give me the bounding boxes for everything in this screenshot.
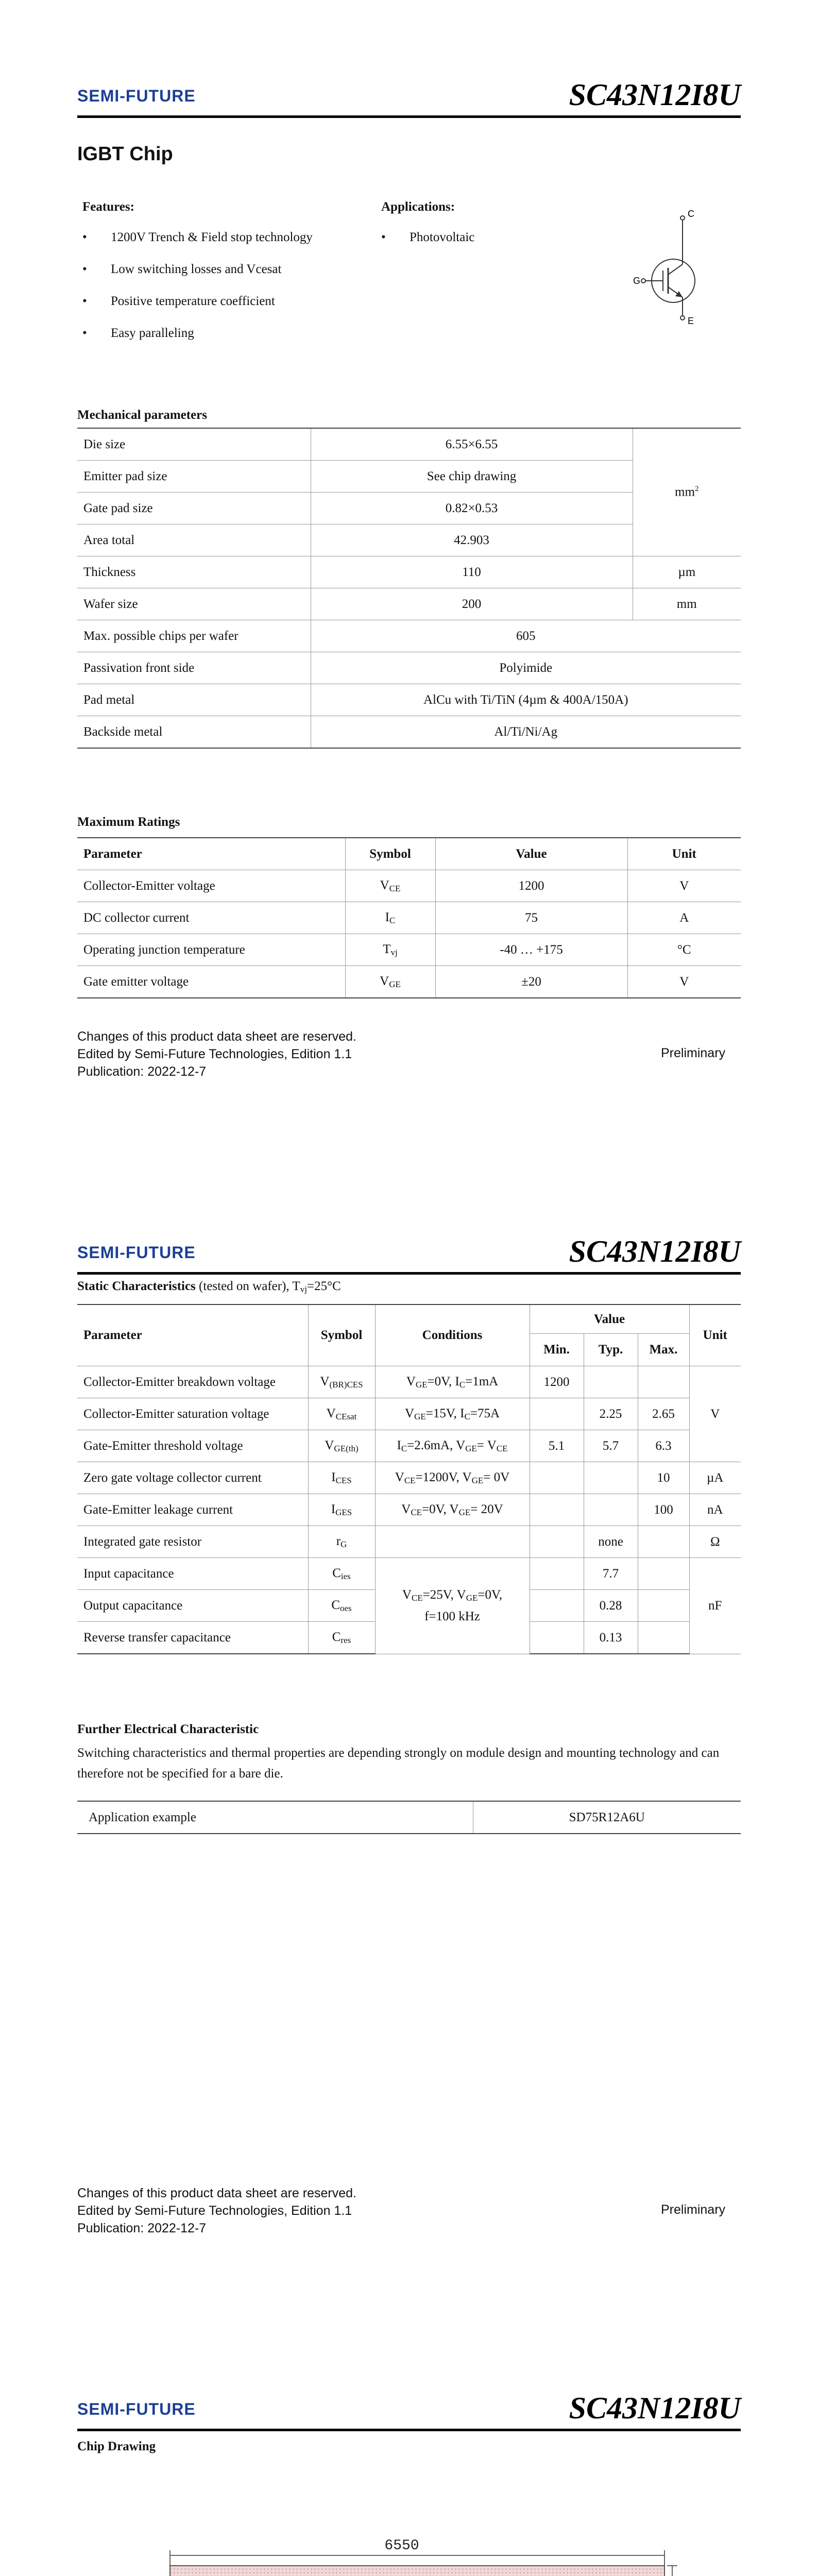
cell: A [627,902,741,934]
table-row [77,1366,741,1398]
cell: Gate pad size [77,493,311,524]
application-item: Photovoltaic [410,230,475,244]
symbol-cell: $I_C$ [345,902,435,934]
cell: 100 [638,1494,689,1526]
table-row [77,934,741,966]
cell: Application example [77,1801,473,1834]
footer-line: Edited by Semi-Future Technologies, Edition 1.1 [77,2204,352,2218]
status-label: Preliminary [661,2202,726,2217]
brand-logo: SEMI-FUTURE [77,2400,196,2418]
symbol-cell: $V_{GE(th)}$ [308,1430,375,1462]
condition-cell: $I_C=2.6mA$, $V_{GE}= V_{CE}$ [375,1430,530,1462]
cell [584,1462,638,1494]
collector-label: C [688,209,694,219]
condition-cell: $V_{CE}=1200V$, $V_{GE}= 0V$ [375,1462,530,1494]
cell: Al/Ti/Ni/Ag [311,716,741,749]
igbt-symbol-icon [631,209,708,327]
cell: 6.55×6.55 [311,428,633,461]
condition-cell: $V_{CE}=0V$, $V_{GE}= 20V$ [375,1494,530,1526]
emitter-label: E [688,316,694,326]
page-2 [0,1157,818,2313]
cell: Collector-Emitter breakdown voltage [77,1366,308,1398]
cell [638,1366,689,1398]
symbol-cell: $r_G$ [308,1526,375,1558]
cell [530,1526,584,1558]
cell: V [627,966,741,998]
cell: Emitter pad size [77,461,311,493]
header-rule [77,1272,741,1275]
cell [638,1590,689,1622]
table-row [77,556,741,588]
table-row [77,428,741,461]
symbol-cell: $T_{vj}$ [345,934,435,966]
cell: 75 [435,902,627,934]
cell: 2.25 [584,1398,638,1430]
cell: Backside metal [77,716,311,749]
cell: 7.7 [584,1558,638,1590]
feature-item: Low switching losses and Vcesat [111,262,282,276]
brand-logo: SEMI-FUTURE [77,87,196,105]
cell: Output capacitance [77,1590,308,1622]
cell: 605 [311,620,741,652]
symbol-cell: $C_{ies}$ [308,1558,375,1590]
cell [530,1590,584,1622]
header-cell: Parameter [77,838,345,870]
bullet-icon: • [82,262,87,276]
symbol-cell: $V_{CE}$ [345,870,435,902]
header-cell: Symbol [345,838,435,870]
status-label: Preliminary [661,1046,726,1060]
table-row [77,1526,741,1558]
cell: ±20 [435,966,627,998]
cell: 2.65 [638,1398,689,1430]
part-number: SC43N12I8U [569,78,741,112]
symbol-cell: $V_{GE}$ [345,966,435,998]
table-row [77,1430,741,1462]
header-cell: Symbol [308,1304,375,1366]
ratings-heading: Maximum Ratings [77,815,180,829]
cell: 5.1 [530,1430,584,1462]
header-rule [77,115,741,118]
bullet-icon: • [381,230,386,244]
header-cell: Value [435,838,627,870]
header-cell: Value [530,1304,689,1334]
bullet-icon: • [82,294,87,308]
symbol-cell: $C_{res}$ [308,1622,375,1654]
cell: Ω [689,1526,741,1558]
header-cell: Min. [530,1334,584,1366]
footer [77,1028,356,1080]
cell: none [584,1526,638,1558]
table-row [77,902,741,934]
cell: Gate-Emitter threshold voltage [77,1430,308,1462]
cell: Collector-Emitter saturation voltage [77,1398,308,1430]
table-row [77,1494,741,1526]
application-table [77,1801,741,1834]
cell [584,1494,638,1526]
table-row [77,1398,741,1430]
features-heading: Features: [82,200,134,214]
mechanical-heading: Mechanical parameters [77,408,208,422]
table-row [77,1462,741,1494]
cell: See chip drawing [311,461,633,493]
chip-drawing-heading: Chip Drawing [77,2439,156,2453]
header-cell: Parameter [77,1304,308,1366]
page-1 [0,0,818,1157]
chip-drawing [155,2535,680,2576]
cell: 5.7 [584,1430,638,1462]
table-row [77,652,741,684]
footer-line: Publication: 2022-12-7 [77,1064,207,1079]
footer-line: Changes of this product data sheet are reserved. [77,1029,356,1044]
cell: Operating junction temperature [77,934,345,966]
cell [530,1462,584,1494]
table-row [77,870,741,902]
area-unit-cell: $mm^2$ [633,428,741,556]
table-row [77,1801,741,1834]
further-heading: Further Electrical Characteristic [77,1722,259,1736]
cell: V [689,1366,741,1462]
cell: µA [689,1462,741,1494]
cell: 0.13 [584,1622,638,1654]
cell: 110 [311,556,633,588]
die-outline [170,2566,664,2576]
cell: Area total [77,524,311,556]
condition-cell: $V_{GE}=0V$, $I_C=1mA$ [375,1366,530,1398]
cell: Pad metal [77,684,311,716]
gate-label: G [633,276,641,286]
cell: nF [689,1558,741,1654]
table-row [77,684,741,716]
cell: 0.28 [584,1590,638,1622]
cell: Passivation front side [77,652,311,684]
cell: mm [633,588,741,620]
symbol-cell: $I_{GES}$ [308,1494,375,1526]
cell: Thickness [77,556,311,588]
static-heading: Static Characteristics (tested on wafer), $T_{vj}=25^\circ C$ [77,1279,341,1294]
mechanical-table [77,428,741,749]
cell: Polyimide [311,652,741,684]
ratings-table [77,837,741,998]
cell [530,1558,584,1590]
footer-line: Changes of this product data sheet are reserved. [77,2186,356,2200]
feature-item: Easy paralleling [111,326,194,340]
condition-cell: $V_{CE}=25V$, $V_{GE}=0V$, f=100 kHz [375,1558,530,1654]
table-row [77,620,741,652]
symbol-cell: $V_{(BR)CES}$ [308,1366,375,1398]
symbol-cell: $I_{CES}$ [308,1462,375,1494]
cell: Die size [77,428,311,461]
cell: DC collector current [77,902,345,934]
cell [530,1398,584,1430]
cell [530,1622,584,1654]
header-cell: Typ. [584,1334,638,1366]
table-row [77,966,741,998]
header-cell: Unit [689,1304,741,1366]
cell: µm [633,556,741,588]
cell: V [627,870,741,902]
cell: Gate emitter voltage [77,966,345,998]
cell: 42.903 [311,524,633,556]
footer-line: Edited by Semi-Future Technologies, Edition 1.1 [77,1047,352,1061]
condition-cell: $V_{GE}=15V$, $I_C=75A$ [375,1398,530,1430]
cell: Max. possible chips per wafer [77,620,311,652]
cell: -40 … +175 [435,934,627,966]
cell [638,1622,689,1654]
cell: AlCu with Ti/TiN (4µm & 400A/150A) [311,684,741,716]
part-number: SC43N12I8U [569,1234,741,1268]
cell: Integrated gate resistor [77,1526,308,1558]
cell: 1200 [530,1366,584,1398]
cell [584,1366,638,1398]
feature-item: 1200V Trench & Field stop technology [111,230,313,244]
cell: Wafer size [77,588,311,620]
cell: °C [627,934,741,966]
table-header-row [77,1304,741,1334]
cell: Gate-Emitter leakage current [77,1494,308,1526]
cell: SD75R12A6U [473,1801,741,1834]
symbol-cell: $C_{oes}$ [308,1590,375,1622]
header-cell: Unit [627,838,741,870]
static-table [77,1304,741,1654]
page-3 [0,2313,818,2576]
bullet-icon: • [82,326,87,340]
cell: 200 [311,588,633,620]
cell: 0.82×0.53 [311,493,633,524]
table-header-row [77,838,741,870]
cell [638,1558,689,1590]
dim-total-width: 6550 [384,2538,419,2554]
part-number: SC43N12I8U [569,2391,741,2425]
table-row [77,588,741,620]
bullet-icon: • [82,230,87,244]
cell: 1200 [435,870,627,902]
applications-heading: Applications: [381,200,455,214]
page-title: IGBT Chip [77,143,173,165]
cell: Reverse transfer capacitance [77,1622,308,1654]
footer-line: Publication: 2022-12-7 [77,2221,207,2235]
table-row [77,716,741,749]
header-cell: Conditions [375,1304,530,1366]
feature-item: Positive temperature coefficient [111,294,275,308]
header-cell: Max. [638,1334,689,1366]
header-rule [77,2429,741,2431]
cell: nA [689,1494,741,1526]
cell [530,1494,584,1526]
cell: 6.3 [638,1430,689,1462]
further-text: Switching characteristics and thermal properties are depending strongly on module design and mounting technology and can therefore not be specified for a bare die. [77,1746,720,1781]
symbol-cell: $V_{CEsat}$ [308,1398,375,1430]
condition-cell [375,1526,530,1558]
cell: Zero gate voltage collector current [77,1462,308,1494]
cell: 10 [638,1462,689,1494]
brand-logo: SEMI-FUTURE [77,1243,196,1262]
cell: Input capacitance [77,1558,308,1590]
cell [638,1526,689,1558]
cell: Collector-Emitter voltage [77,870,345,902]
footer [77,2184,356,2237]
table-row [77,1558,741,1590]
